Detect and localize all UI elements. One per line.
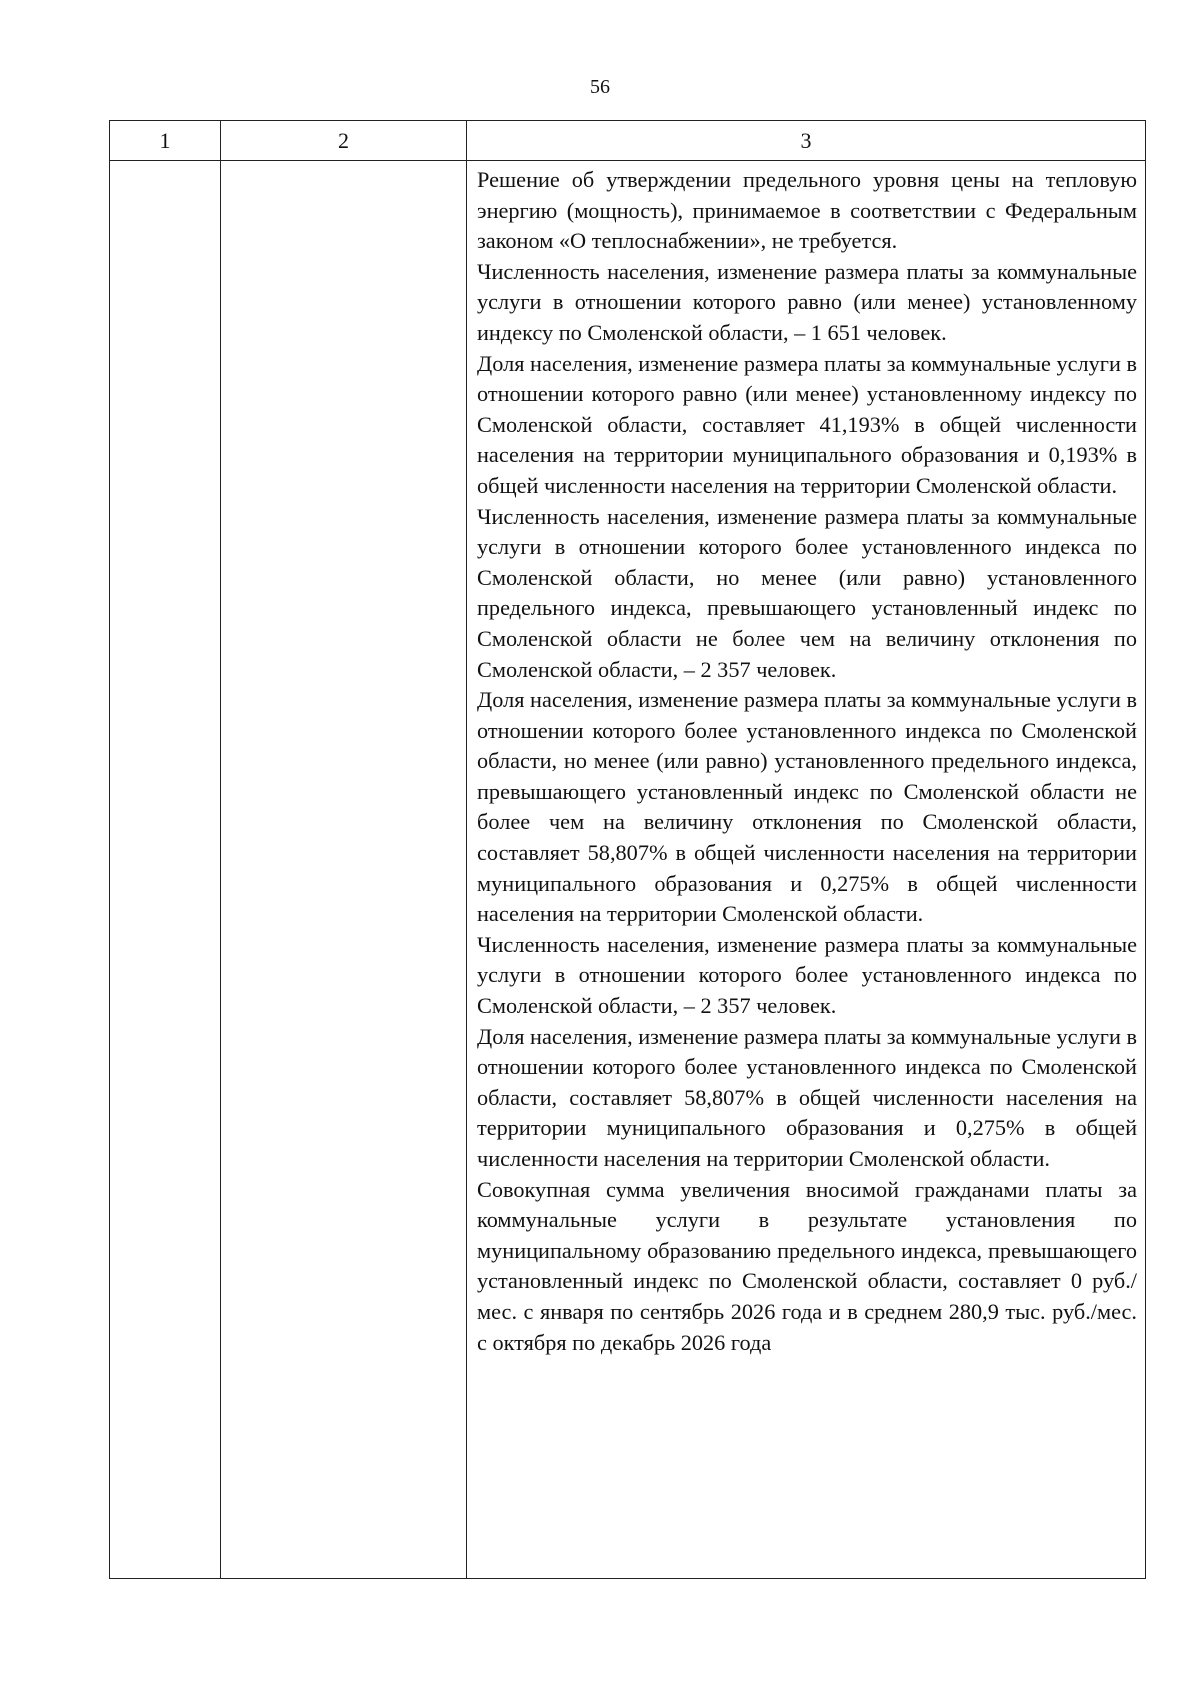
paragraph-share-equal-index: Доля населения, изменение размера платы за коммунальные услуги в отношении которого равно (или менее) установленному индексу по Смоленской области, составляет 41,193% в общей численности населения на территории муниципального образования и 0,193% в общей численности населения на территории Смоленской области. xyxy=(477,350,1137,498)
table-row xyxy=(110,161,1146,1579)
paragraph-population-equal-index: Численность населения, изменение размера платы за коммунальные услуги в отношении которого равно (или менее) установленному индексу по Смоленской области, – 1 651 человек. xyxy=(477,258,1137,345)
paragraph-share-above-index-within-limit: Доля населения, изменение размера платы за коммунальные услуги в отношении которого более установленного индекса по Смоленской области, но менее (или равно) установленного предельного индекса, превышающего установленный индекс по Смоленской области не более чем на величину отклонения по Смоленской области, составляет 58,807% в общей численности населения на территории муниципального образования и 0,275% в общей численности населения на территории Смоленской области. xyxy=(477,687,1137,927)
paragraph-share-above-index: Доля населения, изменение размера платы за коммунальные услуги в отношении которого более установленного индекса по Смоленской области, составляет 58,807% в общей численности населения на территории муниципального образования и 0,275% в общей численности населения на территории Смоленской области. xyxy=(477,1023,1137,1171)
paragraph-population-above-index: Численность населения, изменение размера платы за коммунальные услуги в отношении которого более установленного индекса по Смоленской области, – 2 357 человек. xyxy=(477,931,1137,1019)
document-table xyxy=(109,120,1146,1579)
paragraph-heat-price-decision: Решение об утверждении предельного уровня цены на тепловую энергию (мощность), принимаемое в соответствии с Федеральным законом «О теплоснабжении», не требуется. xyxy=(477,167,1137,254)
cell-column-1 xyxy=(110,161,221,1579)
cell-column-3 xyxy=(467,161,1146,1579)
page-number: 56 xyxy=(590,76,610,98)
paragraph-total-payment-increase: Совокупная сумма увеличения вносимой гражданами платы за коммунальные услуги в результате установления по муниципальному образованию предельного индекса, превышающего установленный индекс по Смоленской области, составляет 0 руб./мес. с января по сентябрь 2026 года и в среднем 280,9 тыс. руб./мес. с октября по декабрь 2026 года xyxy=(477,1176,1137,1355)
column-header-2: 2 xyxy=(221,121,467,161)
column-header-1: 1 xyxy=(110,121,221,161)
cell-column-2 xyxy=(221,161,467,1579)
column-header-3: 3 xyxy=(467,121,1146,161)
paragraph-population-above-index-within-limit: Численность населения, изменение размера платы за коммунальные услуги в отношении которого более установленного индекса по Смоленской области, но менее (или равно) установленного предельного индекса, превышающего установленный индекс по Смоленской области не более чем на величину отклонения по Смоленской области, – 2 357 человек. xyxy=(477,503,1137,682)
table-header-row xyxy=(110,121,1146,161)
